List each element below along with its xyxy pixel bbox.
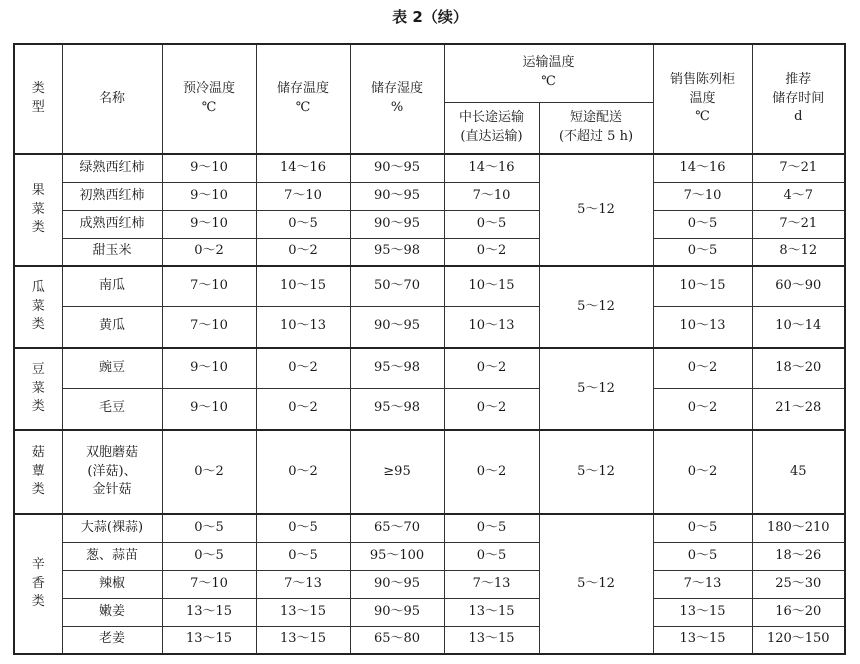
display-temp-cell: 0～2 bbox=[653, 430, 752, 514]
display-temp-cell: 13～15 bbox=[653, 626, 752, 654]
storage-temp-cell: 7～10 bbox=[256, 182, 350, 210]
precool-cell: 9～10 bbox=[162, 388, 256, 430]
precool-cell: 9～10 bbox=[162, 348, 256, 388]
recommended-days-cell: 21～28 bbox=[752, 388, 845, 430]
recommended-days-cell: 8～12 bbox=[752, 238, 845, 266]
long-haul-cell: 10～15 bbox=[444, 266, 539, 306]
header-long-haul: 中长途运输 (直达运输) bbox=[444, 102, 539, 154]
precool-cell: 7～10 bbox=[162, 306, 256, 348]
display-temp-cell: 7～10 bbox=[653, 182, 752, 210]
header-storage-temp: 储存温度 ℃ bbox=[256, 44, 350, 154]
humidity-cell: 90～95 bbox=[350, 598, 444, 626]
storage-temp-cell: 13～15 bbox=[256, 598, 350, 626]
precool-cell: 0～5 bbox=[162, 542, 256, 570]
category-cell: 辛 香 类 bbox=[14, 514, 62, 654]
humidity-cell: ≥95 bbox=[350, 430, 444, 514]
header-precool-temp: 预冷温度 ℃ bbox=[162, 44, 256, 154]
long-haul-cell: 7～13 bbox=[444, 570, 539, 598]
precool-cell: 13～15 bbox=[162, 626, 256, 654]
long-haul-cell: 7～10 bbox=[444, 182, 539, 210]
long-haul-cell: 0～5 bbox=[444, 542, 539, 570]
precool-cell: 0～2 bbox=[162, 238, 256, 266]
table-row bbox=[14, 210, 845, 238]
storage-temp-cell: 0～2 bbox=[256, 348, 350, 388]
storage-temp-cell: 0～2 bbox=[256, 430, 350, 514]
header-transport-temp: 运输温度 ℃ bbox=[444, 44, 653, 102]
display-temp-cell: 14～16 bbox=[653, 154, 752, 182]
name-cell: 老姜 bbox=[62, 626, 162, 654]
recommended-days-cell: 16～20 bbox=[752, 598, 845, 626]
recommended-days-cell: 7～21 bbox=[752, 154, 845, 182]
display-temp-cell: 0～2 bbox=[653, 388, 752, 430]
long-haul-cell: 0～5 bbox=[444, 210, 539, 238]
storage-temp-cell: 0～2 bbox=[256, 238, 350, 266]
table-row bbox=[14, 306, 845, 348]
category-cell: 豆 菜 类 bbox=[14, 348, 62, 430]
name-cell: 成熟西红柿 bbox=[62, 210, 162, 238]
table-row bbox=[14, 542, 845, 570]
table-row bbox=[14, 626, 845, 654]
storage-temp-cell: 14～16 bbox=[256, 154, 350, 182]
storage-temp-cell: 13～15 bbox=[256, 626, 350, 654]
category-cell: 菇 蕈 类 bbox=[14, 430, 62, 514]
recommended-days-cell: 25～30 bbox=[752, 570, 845, 598]
group-0 bbox=[14, 154, 845, 266]
table-header bbox=[14, 44, 845, 154]
name-cell: 毛豆 bbox=[62, 388, 162, 430]
name-cell: 嫩姜 bbox=[62, 598, 162, 626]
header-display-temp: 销售陈列柜 温度 ℃ bbox=[653, 44, 752, 154]
table-row bbox=[14, 154, 845, 182]
precool-cell: 9～10 bbox=[162, 154, 256, 182]
name-cell: 葱、蒜苗 bbox=[62, 542, 162, 570]
short-haul-cell: 5～12 bbox=[539, 266, 653, 348]
recommended-days-cell: 180～210 bbox=[752, 514, 845, 542]
name-cell: 双胞蘑菇 (洋菇)、 金针菇 bbox=[62, 430, 162, 514]
recommended-days-cell: 4～7 bbox=[752, 182, 845, 210]
humidity-cell: 95～98 bbox=[350, 348, 444, 388]
precool-cell: 9～10 bbox=[162, 182, 256, 210]
category-cell: 果 菜 类 bbox=[14, 154, 62, 266]
recommended-days-cell: 7～21 bbox=[752, 210, 845, 238]
humidity-cell: 95～98 bbox=[350, 388, 444, 430]
storage-temp-cell: 10～13 bbox=[256, 306, 350, 348]
humidity-cell: 95～98 bbox=[350, 238, 444, 266]
header-name: 名称 bbox=[62, 44, 162, 154]
long-haul-cell: 0～2 bbox=[444, 348, 539, 388]
precool-cell: 0～2 bbox=[162, 430, 256, 514]
recommended-days-cell: 18～20 bbox=[752, 348, 845, 388]
humidity-cell: 90～95 bbox=[350, 306, 444, 348]
name-cell: 初熟西红柿 bbox=[62, 182, 162, 210]
table-row bbox=[14, 266, 845, 306]
name-cell: 南瓜 bbox=[62, 266, 162, 306]
recommended-days-cell: 60～90 bbox=[752, 266, 845, 306]
precool-cell: 7～10 bbox=[162, 570, 256, 598]
table-row bbox=[14, 238, 845, 266]
category-cell: 瓜 菜 类 bbox=[14, 266, 62, 348]
recommended-days-cell: 18～26 bbox=[752, 542, 845, 570]
name-cell: 黄瓜 bbox=[62, 306, 162, 348]
precool-cell: 0～5 bbox=[162, 514, 256, 542]
table-row bbox=[14, 570, 845, 598]
table-row bbox=[14, 514, 845, 542]
long-haul-cell: 10～13 bbox=[444, 306, 539, 348]
short-haul-cell: 5～12 bbox=[539, 154, 653, 266]
name-cell: 豌豆 bbox=[62, 348, 162, 388]
storage-temp-cell: 0～2 bbox=[256, 388, 350, 430]
table-title: 表 2（续） bbox=[392, 8, 468, 26]
precool-cell: 7～10 bbox=[162, 266, 256, 306]
group-1 bbox=[14, 266, 845, 348]
humidity-cell: 95～100 bbox=[350, 542, 444, 570]
table-row bbox=[14, 182, 845, 210]
table-row bbox=[14, 348, 845, 388]
name-cell: 绿熟西红柿 bbox=[62, 154, 162, 182]
header-storage-humidity: 储存湿度 % bbox=[350, 44, 444, 154]
humidity-cell: 90～95 bbox=[350, 210, 444, 238]
humidity-cell: 50～70 bbox=[350, 266, 444, 306]
name-cell: 大蒜(裸蒜) bbox=[62, 514, 162, 542]
table-row bbox=[14, 598, 845, 626]
header-short-haul: 短途配送 (不超过 5 h) bbox=[539, 102, 653, 154]
group-3 bbox=[14, 430, 845, 514]
storage-spec-table bbox=[13, 43, 846, 655]
display-temp-cell: 0～2 bbox=[653, 348, 752, 388]
storage-temp-cell: 7～13 bbox=[256, 570, 350, 598]
table-row bbox=[14, 388, 845, 430]
display-temp-cell: 10～13 bbox=[653, 306, 752, 348]
short-haul-cell: 5～12 bbox=[539, 348, 653, 430]
storage-temp-cell: 0～5 bbox=[256, 514, 350, 542]
short-haul-cell: 5～12 bbox=[539, 430, 653, 514]
long-haul-cell: 0～2 bbox=[444, 430, 539, 514]
group-4 bbox=[14, 514, 845, 654]
storage-temp-cell: 0～5 bbox=[256, 210, 350, 238]
display-temp-cell: 13～15 bbox=[653, 598, 752, 626]
name-cell: 辣椒 bbox=[62, 570, 162, 598]
header-recommended-days: 推荐 储存时间 d bbox=[752, 44, 845, 154]
long-haul-cell: 0～2 bbox=[444, 238, 539, 266]
header-category: 类 型 bbox=[14, 44, 62, 154]
group-2 bbox=[14, 348, 845, 430]
recommended-days-cell: 10～14 bbox=[752, 306, 845, 348]
storage-temp-cell: 0～5 bbox=[256, 542, 350, 570]
long-haul-cell: 0～2 bbox=[444, 388, 539, 430]
name-cell: 甜玉米 bbox=[62, 238, 162, 266]
long-haul-cell: 14～16 bbox=[444, 154, 539, 182]
recommended-days-cell: 45 bbox=[752, 430, 845, 514]
humidity-cell: 90～95 bbox=[350, 154, 444, 182]
precool-cell: 9～10 bbox=[162, 210, 256, 238]
short-haul-cell: 5～12 bbox=[539, 514, 653, 654]
humidity-cell: 65～70 bbox=[350, 514, 444, 542]
display-temp-cell: 7～13 bbox=[653, 570, 752, 598]
recommended-days-cell: 120～150 bbox=[752, 626, 845, 654]
long-haul-cell: 13～15 bbox=[444, 626, 539, 654]
display-temp-cell: 10～15 bbox=[653, 266, 752, 306]
display-temp-cell: 0～5 bbox=[653, 542, 752, 570]
display-temp-cell: 0～5 bbox=[653, 514, 752, 542]
long-haul-cell: 0～5 bbox=[444, 514, 539, 542]
long-haul-cell: 13～15 bbox=[444, 598, 539, 626]
display-temp-cell: 0～5 bbox=[653, 210, 752, 238]
humidity-cell: 65～80 bbox=[350, 626, 444, 654]
table-row bbox=[14, 430, 845, 514]
humidity-cell: 90～95 bbox=[350, 570, 444, 598]
display-temp-cell: 0～5 bbox=[653, 238, 752, 266]
storage-temp-cell: 10～15 bbox=[256, 266, 350, 306]
humidity-cell: 90～95 bbox=[350, 182, 444, 210]
precool-cell: 13～15 bbox=[162, 598, 256, 626]
